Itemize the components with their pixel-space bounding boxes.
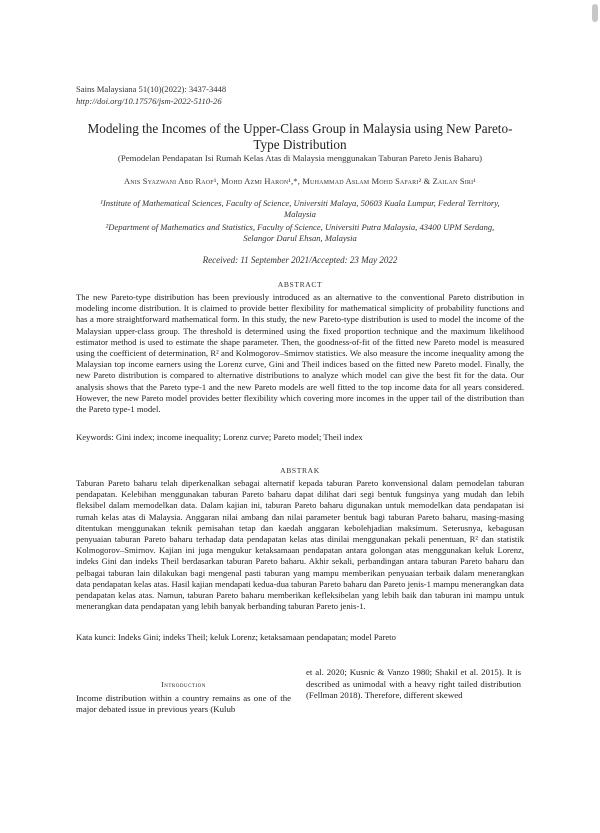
abstract-text: The new Pareto-type distribution has been previously introduced as an alternative to the conventional Pareto distribution in modeling income distribution. It is claimed to provide better flexibility for mathematical simplicity of probability functions and has a more straightforward mathematical form. In this study, the new Pareto-type distribution is used to model the income of the Malaysian upper-class group. The threshold is determined using the fixed proportion technique and the maximum likelihood estimator method is used to estimate the shape parameter. Then, the goodness-of-fit of the fitted new Pareto model is measured using the coefficient of determination, R² and Kolmogorov–Smirnov statistics. We also measure the income inequality among the Malaysian top income earners using the Lorenz curve, Gini and Theil indices based on the fitted new Pareto model. Finally, the new Pareto distribution is compared to alternative distributions to analyze which model can give the best fit for the data. Our analysis shows that the Pareto type-1 and the new Pareto models are well fitted to the top income data for all years considered. However, the new Pareto model provides better flexibility which covering more incomes in the upper tail of the distribution than the Pareto type-1 model. [76,292,524,415]
abstrak-text: Taburan Pareto baharu telah diperkenalkan sebagai alternatif kepada taburan Pareto konvensional dalam pemodelan taburan pendapatan. Kelebihan menggunakan taburan Pareto baharu dapat dilihat dari segi bentuk fungsinya yang mudah dan lebih fleksibel dalam memodelkan data. Dalam kajian ini, taburan Pareto baharu digunakan untuk memodelkan data pendapatan isi rumah kelas atas di Malaysia. Anggaran nilai ambang dan nilai parameter bentuk bagi taburan Pareto baharu, masing-masing ditentukan menggunakan teknik pemisahan tetap dan kaedah anggaran kebolehjadian maksimum. Seterusnya, kebagusan penyuaian taburan Pareto baharu terhadap data pendapatan kelas atas dinilai menggunakan pekali penentuan, R² dan statistik Kolmogorov–Smirnov. Kajian ini juga mengukur ketaksamaan pendapatan antara golongan atas menggunakan keluk Lorenz, indeks Gini dan indeks Theil berdasarkan taburan Pareto baharu. Akhir sekali, perbandingan antara taburan Pareto baharu dan pelbagai taburan lain dilakukan bagi mengenal pasti taburan yang mampu memberikan penyuaian terbaik dalam menerangkan data pendapatan kelas atas. Hasil kajian mendapati kedua-dua taburan Pareto baharu dan Pareto jenis-1 mampu menerangkan data pendapatan kelas atas. Namun, taburan Pareto baharu memberikan kefleksibelan yang lebih baik dan taburan ini mampu untuk menerangkan data pendapatan yang lebih banyak berbanding taburan Pareto jenis-1. [76,478,524,612]
scrollbar-thumb[interactable] [592,4,598,22]
received-dates: Received: 11 September 2021/Accepted: 23 May 2022 [202,255,398,265]
kata-kunci: Kata kunci: Indeks Gini; indeks Theil; keluk Lorenz; ketaksamaan pendapatan; model Pareto [76,632,396,642]
introduction-heading: Introduction [161,680,206,689]
author-list: Anis Syazwani Abd Raof¹, Mohd Azmi Haron¹,*, Muhammad Aslam Mohd Safari² & Zailan Siri¹ [123,177,477,186]
paper-title: Modeling the Incomes of the Upper-Class Group in Malaysia using New Pareto-Type Distribution [87,121,513,152]
introduction-text-right: et al. 2020; Kusnic & Vanzo 1980; Shakil et al. 2015). It is described as unimodal with a heavy right tailed distribution (Fellman 2018). Therefore, different skewed [306,667,521,701]
journal-info [76,84,226,107]
body-column-left [76,679,291,716]
affiliation-1: ¹Institute of Mathematical Sciences, Faculty of Science, Universiti Malaya, 50603 Kuala Lumpur, Federal Territory, Malaysia [100,198,500,219]
keywords: Keywords: Gini index; income inequality; Lorenz curve; Pareto model; Theil index [76,432,363,442]
journal-citation: Sains Malaysiana 51(10)(2022): 3437-3448 [76,84,227,94]
introduction-text-left: Income distribution within a country remains as one of the major debated issue in previous years (Kulub [76,692,291,715]
abstrak-heading: ABSTRAK [280,466,320,475]
abstract-heading: ABSTRACT [277,280,323,289]
journal-doi[interactable]: http://doi.org/10.17576/jsm-2022-5110-26 [76,95,222,106]
body-column-right [306,667,521,702]
paper-subtitle: (Pemodelan Pendapatan Isi Rumah Kelas Atas di Malaysia menggunakan Taburan Pareto Jenis Baharu) [117,153,483,163]
affiliation-2: ²Department of Mathematics and Statistics, Faculty of Science, Universiti Putra Malaysia, 43400 UPM Serdang, Selangor Darul Ehsan, Malaysia [105,222,495,243]
